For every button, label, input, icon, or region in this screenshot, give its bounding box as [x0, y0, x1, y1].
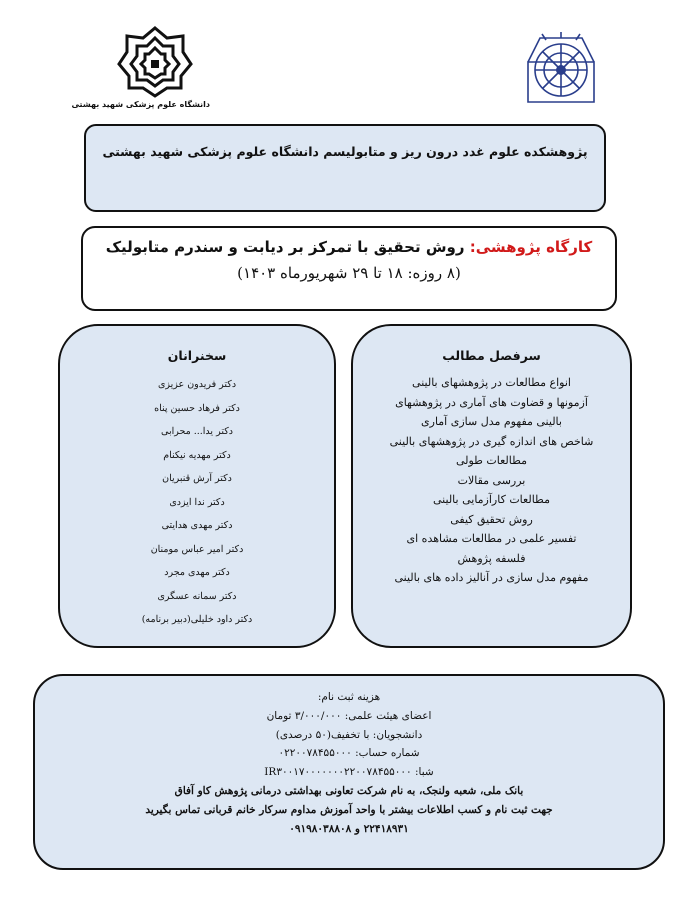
registration-bank: بانک ملی، شعبه ولنجک، به نام شرکت تعاونی بهداشتی درمانی پژوهش کاو آفاق	[174, 784, 524, 797]
institute-title: پژوهشکده علوم غدد درون ریز و متابولیسم دانشگاه علوم پزشکی شهید بهشتی	[102, 144, 588, 159]
institute-emblem-icon	[522, 30, 600, 110]
topic-item: بالینی مفهوم مدل سازی آماری	[421, 415, 562, 428]
registration-sheba: شبا: IR۳۰۰۱۷۰۰۰۰۰۰۰۲۲۰۰۷۸۴۵۵۰۰۰	[264, 766, 434, 779]
institute-title-box	[84, 124, 606, 212]
speaker-item: دکتر مهدی هدایتی	[161, 520, 233, 531]
topic-item: مطالعات کارآزمایی بالینی	[433, 493, 550, 506]
speaker-item: دکتر امیر عباس مومنان	[150, 543, 244, 555]
topics-heading: سرفصل مطالب	[442, 348, 541, 363]
topic-item: مطالعات طولی	[455, 454, 528, 467]
topic-item: شاخص های اندازه گیری در پژوهشهای بالینی	[389, 434, 594, 448]
registration-box	[33, 674, 665, 870]
speakers-box	[58, 324, 336, 648]
workshop-title: روش تحقیق با تمرکز بر دیابت و سندرم متابولیک	[105, 238, 465, 256]
workshop-title-box	[81, 226, 617, 311]
speaker-item: دکتر ندا ایزدی	[169, 496, 225, 508]
speaker-item: دکتر فریدون عزیزی	[157, 379, 237, 390]
speaker-item: دکتر یدا... محرابی	[161, 426, 233, 437]
workshop-heading	[83, 238, 615, 256]
registration-account-number: شماره حساب: ۰۲۲۰۰۷۸۴۵۵۰۰۰	[278, 747, 420, 760]
topic-item: آزمونها و قضاوت های آماری در پژوهشهای	[395, 395, 588, 409]
topics-box	[351, 324, 632, 648]
topic-item: فلسفه پژوهش	[457, 551, 526, 565]
topic-item: روش تحقیق کیفی	[450, 512, 533, 526]
registration-fee-students: دانشجویان: با تخفیف(۵۰ درصدی)	[275, 728, 423, 741]
sbmu-emblem-icon	[115, 24, 195, 98]
topic-item: مفهوم مدل سازی در آنالیز داده های بالینی	[394, 571, 589, 584]
university-logo-caption: دانشگاه علوم پزشکی شهید بهشتی	[71, 100, 210, 109]
speaker-item: دکتر آرش قنبریان	[162, 473, 232, 484]
topic-item: بررسی مقالات	[457, 473, 526, 487]
speaker-item: دکتر سمانه عسگری	[157, 590, 237, 602]
speaker-item: دکتر فرهاد حسین پناه	[154, 402, 240, 414]
speakers-heading: سخنرانان	[167, 348, 227, 363]
institute-logo	[522, 30, 600, 110]
registration-phone: ۲۲۴۱۸۹۳۱ و ۰۹۱۹۸۰۳۸۸۰۸	[289, 822, 409, 835]
speaker-item: دکتر داود خلیلی(دبیر برنامه)	[141, 614, 253, 625]
registration-fee-heading: هزینه ثبت نام:	[317, 691, 381, 703]
speaker-item: دکتر مهدیه نیکنام	[163, 449, 231, 461]
registration-contact: جهت ثبت نام و کسب اطلاعات بیشتر با واحد آموزش مداوم سرکار خانم قربانی تماس بگیرید	[145, 803, 553, 816]
topic-item: انواع مطالعات در پژوهشهای بالینی	[412, 376, 571, 389]
workshop-duration: (۸ روزه: ۱۸ تا ۲۹ شهریورماه ۱۴۰۳)	[237, 264, 461, 282]
registration-fee-faculty: اعضای هیئت علمی: ۳/۰۰۰/۰۰۰ تومان	[266, 709, 432, 722]
workshop-label: کارگاه پژوهشی:	[469, 238, 593, 256]
topic-item: تفسیر علمی در مطالعات مشاهده ای	[406, 532, 577, 545]
speaker-item: دکتر مهدی مجرد	[164, 567, 230, 578]
university-logo	[71, 24, 210, 114]
